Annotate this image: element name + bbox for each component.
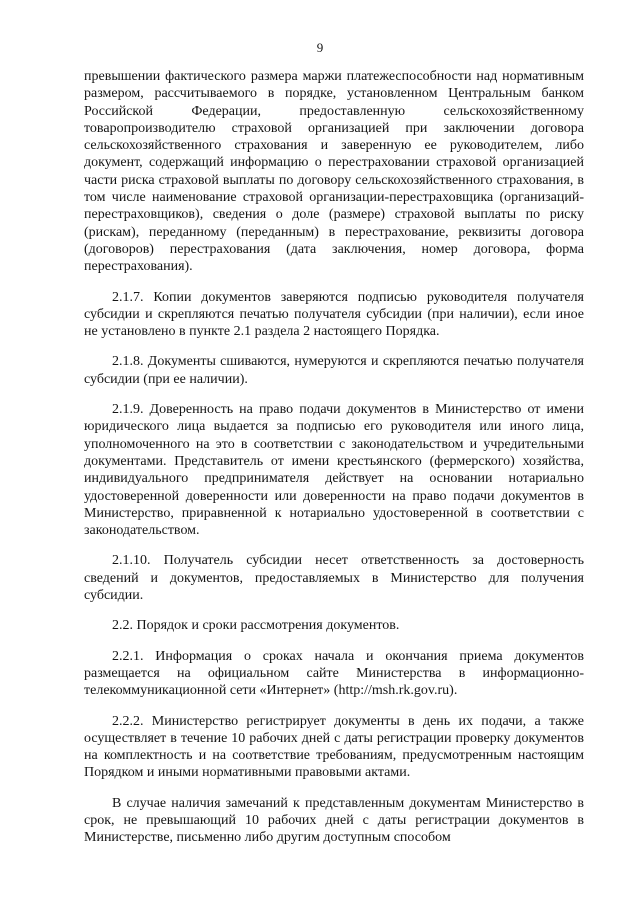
- page-number: 9: [316, 40, 324, 55]
- paragraph-2-1-9: 2.1.9. Доверенность на право подачи документов в Министерство от имени юридического лица выдается за подписью его руководителя или иного лица, уполномоченного на это в соответствии с законодательством и учредительными документами. Представитель от имени крестьянского (фермерского) хозяйства, индивидуального предпринимателя действует на основании нотариально удостоверенной доверенности или доверенности на право подачи документов в Министерство, приравненной к нотариально удостоверенной в соответствии с законодательством.: [84, 402, 584, 539]
- paragraph-2-2-1: 2.2.1. Информация о сроках начала и окончания приема документов размещается на официальном сайте Министерства в информационно-телекоммуникационной сети «Интернет» (http://msh.rk.gov.ru).: [84, 648, 584, 699]
- paragraph-2-2-2: 2.2.2. Министерство регистрирует документы в день их подачи, а также осуществляет в течение 10 рабочих дней с даты регистрации проверку документов на комплектность и на соответствие требованиям, предусмотренным настоящим Порядком и иными нормативными правовыми актами.: [84, 713, 584, 781]
- paragraph-remarks: В случае наличия замечаний к представленным документам Министерство в срок, не превышающий 10 рабочих дней с даты регистрации документов в Министерстве, письменно либо другим доступным способом: [84, 795, 584, 846]
- paragraph-2-1-7: 2.1.7. Копии документов заверяются подписью руководителя получателя субсидии и скрепляются печатью получателя субсидии (при наличии), если иное не установлено в пункте 2.1 раздела 2 настоящего Порядка.: [84, 289, 584, 340]
- section-heading-2-2: 2.2. Порядок и сроки рассмотрения документов.: [112, 618, 400, 634]
- document-body: [84, 68, 584, 847]
- paragraph-2-1-8: 2.1.8. Документы сшиваются, нумеруются и скрепляются печатью получателя субсидии (при ее наличии).: [84, 354, 584, 387]
- paragraph-continuation: превышении фактического размера маржи платежеспособности над нормативным размером, рассчитываемого в порядке, установленном Центральным банком Российской Федерации, предоставленную сельскохозяйственному товаропроизводителю страховой организацией при заключении договора сельскохозяйственного страхования и заверенную ее руководителем, либо документ, содержащий информацию о перестраховании страховой организацией части риска страховой выплаты по договору сельскохозяйственного страхования, в том числе наименование страховой организации-перестраховщика (организаций-перестраховщиков), сведения о доле (размере) страховой выплаты по риску (рискам), переданному (переданным) в перестрахование, реквизиты договора (договоров) перестрахования (дата заключения, номер договора, форма перестрахования).: [84, 69, 584, 275]
- paragraph-2-1-10: 2.1.10. Получатель субсидии несет ответственность за достоверность сведений и документов, предоставляемых в Министерство для получения субсидии.: [84, 553, 584, 604]
